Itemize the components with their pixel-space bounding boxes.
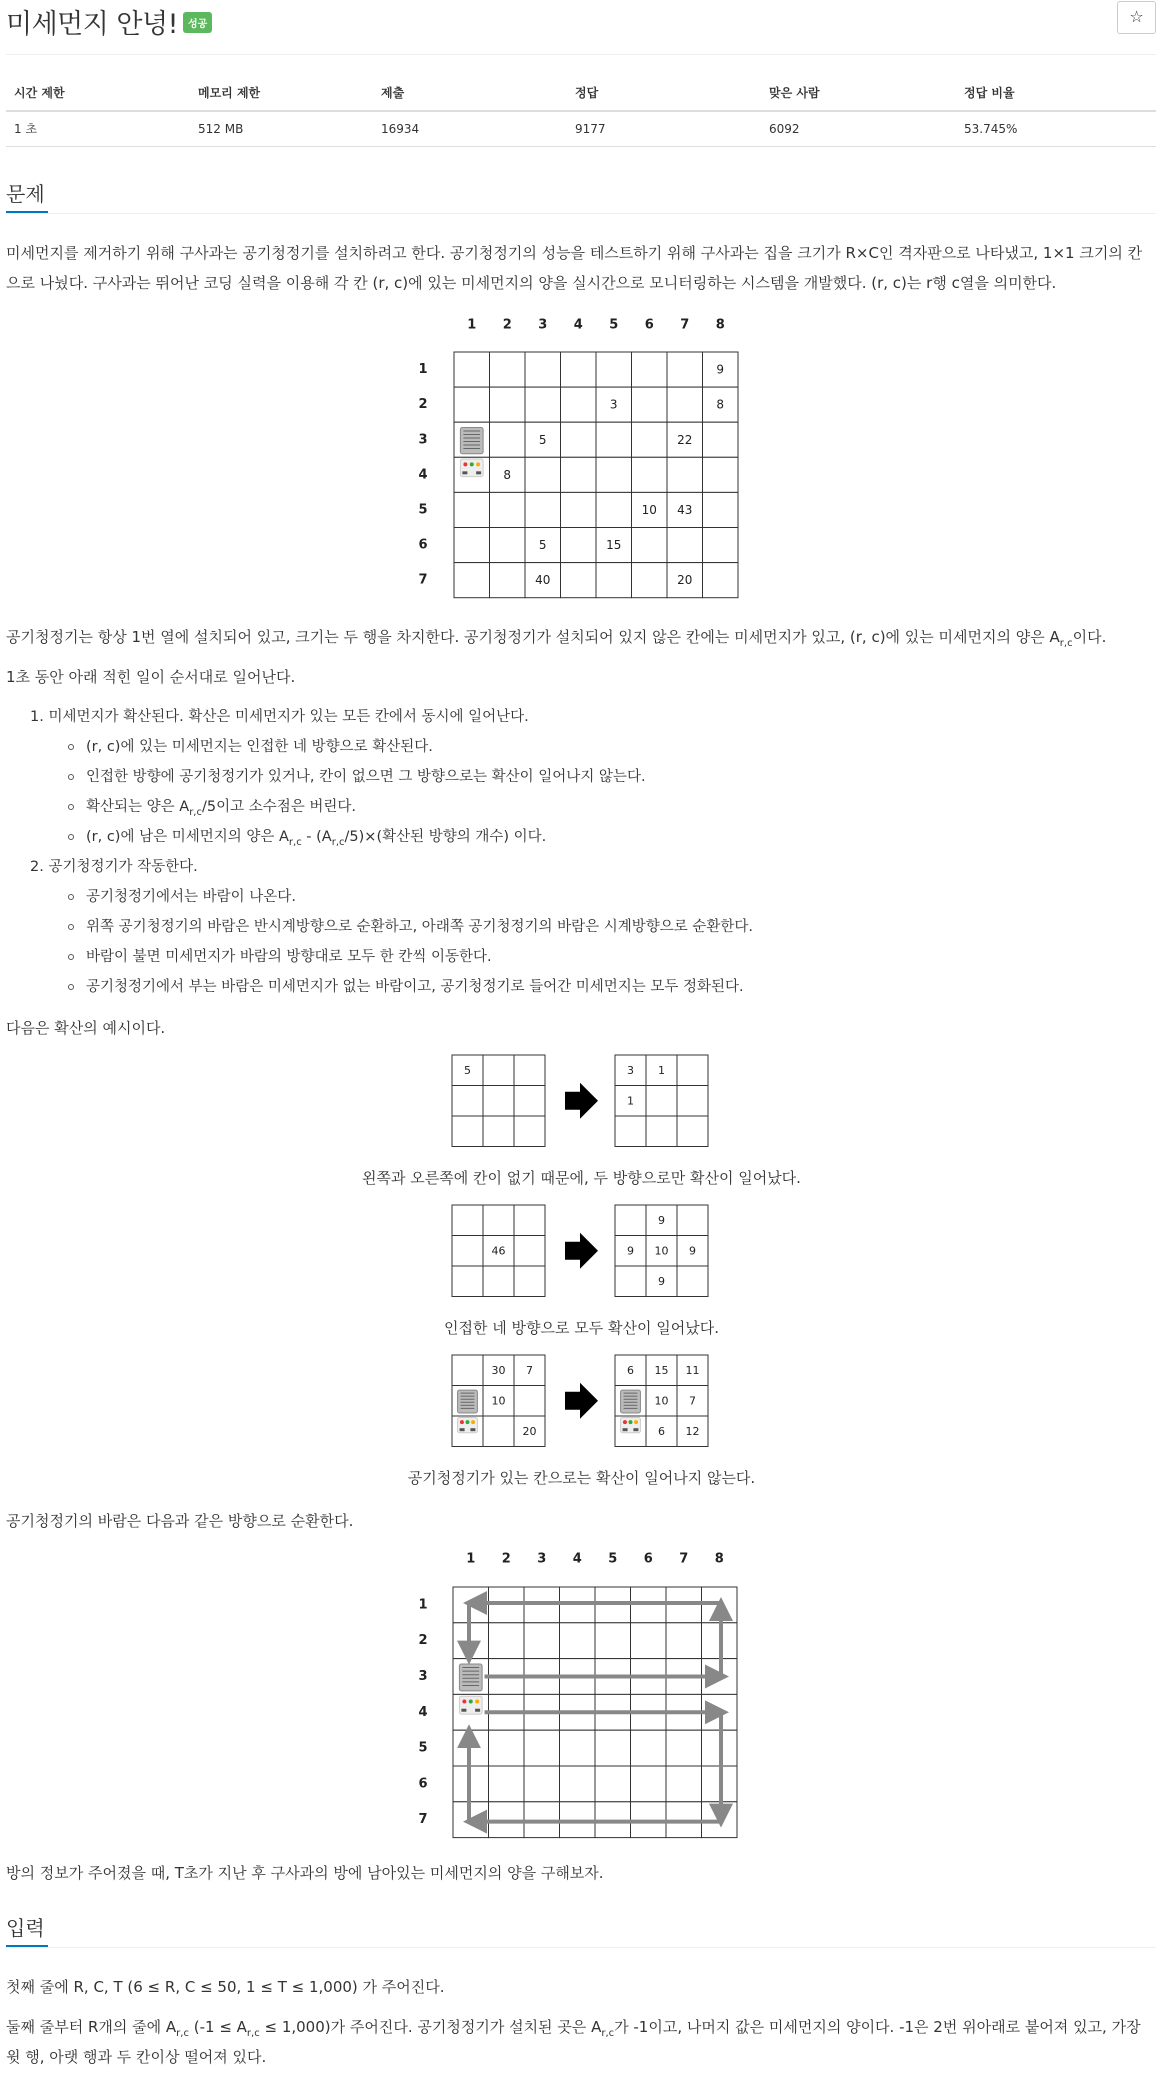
grid-cell <box>666 1623 702 1659</box>
grid-cell <box>561 492 597 527</box>
grid-cell <box>703 457 739 492</box>
grid-cell <box>666 1766 702 1802</box>
col-label: 8 <box>715 317 725 333</box>
bullet-icon <box>68 894 74 900</box>
right-arrow-icon <box>565 1383 598 1419</box>
row-label: 3 <box>418 432 428 448</box>
mini-grid-cell <box>452 1236 483 1267</box>
input-sub: r,c <box>176 2028 189 2039</box>
grid-cell <box>631 1623 667 1659</box>
grid-cell <box>595 1766 631 1802</box>
example-caption-3: 공기청정기가 있는 칸으로는 확산이 일어나지 않는다. <box>407 1469 756 1487</box>
grid-cell <box>490 422 526 457</box>
mini-grid-cell <box>514 1205 545 1236</box>
grid-cell <box>703 528 739 563</box>
mini-grid-cell <box>483 1055 514 1086</box>
col-label: 7 <box>679 1551 689 1567</box>
grid-cell <box>490 352 526 387</box>
cell-value: 9 <box>627 1244 634 1258</box>
cell-value: 40 <box>535 573 551 588</box>
mini-grid-cell <box>483 1086 514 1117</box>
grid-cell <box>596 492 632 527</box>
diffusion-examples-figure <box>0 1050 1163 1470</box>
grid-cell <box>454 352 490 387</box>
step1-item-d <box>86 827 546 853</box>
grid-cell <box>667 387 703 422</box>
grid-cell <box>489 1623 525 1659</box>
row-label: 5 <box>418 502 428 518</box>
bullet-icon <box>68 804 74 810</box>
step1-item-a: (r, c)에 있는 미세먼지는 인접한 네 방향으로 확산된다. <box>86 739 433 755</box>
cell-value: 5 <box>538 538 547 553</box>
grid-cell <box>632 422 668 457</box>
mini-grid-cell <box>483 1266 514 1297</box>
cell-value: 30 <box>491 1363 506 1377</box>
grid-cell <box>561 387 597 422</box>
circulation-intro: 공기청정기의 바람은 다음과 같은 방향으로 순환한다. <box>6 1512 354 1530</box>
star-icon: ☆ <box>1129 7 1144 26</box>
grid-cell <box>524 1623 560 1659</box>
item-d-sub2: r,c <box>331 836 345 848</box>
th-memory-limit: 메모리 제한 <box>190 75 373 111</box>
input-sub: r,c <box>246 2028 260 2039</box>
air-purifier-icon <box>458 1390 478 1433</box>
grid-cell <box>454 492 490 527</box>
cell-value: 46 <box>491 1244 506 1258</box>
cell-value: 9 <box>716 362 725 377</box>
th-submissions: 제출 <box>373 75 567 111</box>
grid-cell <box>525 457 561 492</box>
air-purifier-icon <box>621 1390 641 1433</box>
page-title: 미세먼지 안녕! <box>6 9 178 40</box>
td-ratio: 53.745% <box>956 111 1156 146</box>
mini-grid-cell <box>483 1116 514 1147</box>
cell-value: 8 <box>503 467 512 482</box>
mini-grid-cell <box>615 1116 646 1147</box>
row-label: 1 <box>418 362 428 378</box>
example-caption-2: 인접한 네 방향으로 모두 확산이 일어났다. <box>444 1319 719 1337</box>
mini-grid-cell <box>514 1086 545 1117</box>
bullet-icon <box>68 954 74 960</box>
input-sub: r,c <box>601 2028 615 2039</box>
col-label: 2 <box>501 1551 511 1567</box>
cell-value: 9 <box>658 1213 665 1227</box>
after-grid-pre: 공기청정기는 항상 1번 열에 설치되어 있고, 크기는 두 행을 차지한다. 공기청정기가 설치되어 있지 않은 칸에는 미세먼지가 있고, (r, c)에 있는 미세먼지의 양은 A <box>6 628 1060 646</box>
indicator-light <box>475 1700 479 1704</box>
row-label: 6 <box>418 537 428 553</box>
input-line2-mid2: ≤ 1,000)가 주어진다. 공기청정기가 설치된 곳은 A <box>259 2018 602 2036</box>
mini-grid-cell <box>452 1116 483 1147</box>
dust-grid-figure <box>0 310 1163 600</box>
problem-section-title: 문제 <box>6 182 45 206</box>
grid-cell <box>454 563 490 598</box>
indicator-light <box>634 1420 638 1424</box>
table-header-row <box>6 75 1156 111</box>
input-line2-mid: (-1 ≤ A <box>188 2018 247 2036</box>
td-memory-limit: 512 MB <box>190 111 373 146</box>
col-label: 2 <box>502 317 512 333</box>
step1-item-b: 인접한 방향에 공기청정기가 있거나, 칸이 없으면 그 방향으로는 확산이 일어나지 않는다. <box>86 769 646 785</box>
cell-value: 3 <box>627 1063 634 1077</box>
cell-value: 20 <box>522 1424 537 1438</box>
col-label: 8 <box>714 1551 724 1567</box>
bullet-icon <box>68 984 74 990</box>
step-1: 1. 미세먼지가 확산된다. 확산은 미세먼지가 있는 모든 칸에서 동시에 일어난다. <box>30 709 529 725</box>
cell-value: 9 <box>689 1244 696 1258</box>
grid-cell <box>632 387 668 422</box>
td-accepted: 9177 <box>567 111 761 146</box>
item-c-post: /5이고 소수점은 버린다. <box>201 799 356 815</box>
item-d-sub: r,c <box>288 836 302 848</box>
grid-cell <box>595 1623 631 1659</box>
question-text: 방의 정보가 주어졌을 때, T초가 지난 후 구사과의 방에 남아있는 미세먼지의 양을 구해보자. <box>6 1864 604 1882</box>
mini-grid-cell <box>677 1116 708 1147</box>
item-d-pre: (r, c)에 남은 미세먼지의 양은 A <box>86 829 289 845</box>
circulation-figure <box>0 1545 1163 1845</box>
td-solved-users: 6092 <box>761 111 956 146</box>
row-label: 3 <box>418 1669 428 1684</box>
grid-cell <box>524 1766 560 1802</box>
grid-cell <box>596 422 632 457</box>
cell-value: 15 <box>606 538 622 553</box>
indicator-light <box>462 1700 466 1704</box>
input-line2-pre: 둘째 줄부터 R개의 줄에 A <box>6 2018 177 2036</box>
grid-cell <box>632 352 668 387</box>
input-line3: 윗 행, 아랫 행과 두 칸이상 떨어져 있다. <box>6 2048 267 2066</box>
col-label: 4 <box>573 317 583 333</box>
cell-value: 10 <box>654 1244 669 1258</box>
cell-value: 5 <box>464 1063 471 1077</box>
indicator-light <box>469 1700 473 1704</box>
grid-cell <box>667 457 703 492</box>
problem-info-table <box>6 75 1156 147</box>
row-label: 1 <box>418 1597 428 1613</box>
mini-grid-cell <box>677 1086 708 1117</box>
mini-grid-cell <box>615 1266 646 1297</box>
col-label: 5 <box>608 1551 618 1567</box>
grid-cell <box>490 492 526 527</box>
indicator-light <box>471 1420 475 1424</box>
cell-value: 10 <box>654 1394 669 1408</box>
item-c-sub: r,c <box>189 806 202 818</box>
item-c-pre: 확산되는 양은 A <box>86 799 190 815</box>
row-label: 6 <box>418 1776 428 1792</box>
grid-cell <box>667 528 703 563</box>
indicator-light <box>466 1420 470 1424</box>
input-line1: 첫째 줄에 R, C, T (6 ≤ R, C ≤ 50, 1 ≤ T ≤ 1,000) 가 주어진다. <box>6 1978 445 1996</box>
one-second-text: 1초 동안 아래 적힌 일이 순서대로 일어난다. <box>6 668 296 686</box>
section-divider <box>6 1947 1156 1948</box>
purifier-foot <box>462 471 467 474</box>
problem-intro-line2: 으로 나눴다. 구사과는 뛰어난 코딩 실력을 이용해 각 칸 (r, c)에 있는 미세먼지의 양을 실시간으로 모니터링하는 시스템을 개발했다. (r, c)는 r행 c열을 의미한다. <box>6 274 1057 292</box>
row-label: 2 <box>418 1633 428 1649</box>
example-intro: 다음은 확산의 예시이다. <box>6 1019 166 1037</box>
grid-cell <box>703 492 739 527</box>
mini-grid-cell <box>677 1055 708 1086</box>
th-accepted: 정답 <box>567 75 761 111</box>
cell-value: 8 <box>716 397 725 412</box>
indicator-light <box>629 1420 633 1424</box>
air-purifier-icon <box>459 1664 482 1714</box>
step2-item: 바람이 불면 미세먼지가 바람의 방향대로 모두 한 칸씩 이동한다. <box>86 949 492 965</box>
after-grid-text <box>6 622 1156 659</box>
cell-value: 11 <box>685 1363 700 1377</box>
step-2: 2. 공기청정기가 작동한다. <box>30 859 198 875</box>
grid-cell <box>490 528 526 563</box>
bullet-icon <box>68 744 74 750</box>
step2-item: 공기청정기에서 부는 바람은 미세먼지가 없는 바람이고, 공기청정기로 들어간 미세먼지는 모두 정화된다. <box>86 979 744 995</box>
section-divider <box>6 213 1156 214</box>
mini-grid-cell <box>514 1266 545 1297</box>
cell-value: 1 <box>658 1063 665 1077</box>
row-label: 2 <box>418 397 428 413</box>
grid-cell <box>596 563 632 598</box>
grid-cell <box>561 563 597 598</box>
grid-cell <box>596 457 632 492</box>
mini-grid-cell <box>452 1266 483 1297</box>
grid-cell <box>561 528 597 563</box>
bullet-icon <box>68 924 74 930</box>
cell-value: 10 <box>641 502 657 517</box>
bullet-icon <box>68 834 74 840</box>
cell-value: 9 <box>658 1274 665 1288</box>
th-solved-users: 맞은 사람 <box>761 75 956 111</box>
mini-grid-cell <box>483 1205 514 1236</box>
step1-item-c <box>86 797 356 823</box>
input-section-title: 입력 <box>6 1916 45 1940</box>
col-label: 3 <box>538 317 548 333</box>
purifier-foot <box>476 471 481 474</box>
col-label: 3 <box>537 1551 547 1567</box>
td-time-limit: 1 초 <box>6 111 190 146</box>
grid-cell <box>489 1766 525 1802</box>
grid-cell <box>632 528 668 563</box>
grid-cell <box>454 387 490 422</box>
grid-cell <box>631 1766 667 1802</box>
input-line2-post: 가 -1이고, 나머지 값은 미세먼지의 양이다. -1은 2번 위아래로 붙어져 있고, 가장 <box>614 2018 1141 2036</box>
cell-value: 15 <box>654 1363 669 1377</box>
th-ratio: 정답 비율 <box>956 75 1156 111</box>
col-label: 5 <box>609 317 619 333</box>
col-label: 6 <box>643 1551 653 1567</box>
grid-cell <box>490 387 526 422</box>
mini-grid-cell <box>646 1116 677 1147</box>
grid-cell <box>490 563 526 598</box>
row-label: 4 <box>418 1704 428 1720</box>
th-time-limit: 시간 제한 <box>6 75 190 111</box>
grid-cell <box>560 1766 596 1802</box>
grid-cell <box>561 422 597 457</box>
mini-grid-cell <box>514 1236 545 1267</box>
grid-cell <box>525 492 561 527</box>
grid-cell <box>525 352 561 387</box>
col-label: 1 <box>467 317 477 333</box>
grid-cell <box>525 387 561 422</box>
air-purifier-icon <box>460 427 483 476</box>
indicator-light <box>460 1420 464 1424</box>
col-label: 4 <box>572 1551 582 1567</box>
purifier-foot <box>623 1428 628 1431</box>
cell-value: 6 <box>627 1363 634 1377</box>
status-badge: 성공 <box>183 12 212 33</box>
grid-cell <box>561 457 597 492</box>
grid-cell <box>632 563 668 598</box>
cell-value: 20 <box>677 573 693 588</box>
cell-value: 6 <box>658 1424 665 1438</box>
mini-grid-cell <box>677 1205 708 1236</box>
grid-cell <box>667 352 703 387</box>
cell-value: 7 <box>526 1363 533 1377</box>
cell-value: 3 <box>609 397 618 412</box>
row-label: 7 <box>418 572 428 588</box>
purifier-foot <box>475 1709 480 1712</box>
mini-grid-cell <box>514 1386 545 1417</box>
step2-item: 공기청정기에서는 바람이 나온다. <box>86 889 296 905</box>
mini-grid-cell <box>646 1086 677 1117</box>
right-arrow-icon <box>565 1233 598 1269</box>
cell-value: 10 <box>491 1394 506 1408</box>
col-label: 7 <box>680 317 690 333</box>
indicator-light <box>463 462 467 466</box>
after-grid-sub: r,c <box>1059 638 1073 649</box>
mini-grid-cell <box>514 1116 545 1147</box>
grid-cell <box>561 352 597 387</box>
cell-value: 7 <box>689 1394 696 1408</box>
indicator-light <box>470 462 474 466</box>
bullet-icon <box>68 774 74 780</box>
grid-cell <box>560 1730 596 1766</box>
grid-cell <box>560 1623 596 1659</box>
divider <box>6 54 1156 55</box>
grid-cell <box>632 457 668 492</box>
purifier-foot <box>460 1428 465 1431</box>
mini-grid-cell <box>677 1266 708 1297</box>
indicator-light <box>476 462 480 466</box>
mini-grid-cell <box>483 1416 514 1447</box>
purifier-foot <box>461 1709 466 1712</box>
grid-cell <box>703 563 739 598</box>
grid-cell <box>489 1730 525 1766</box>
col-label: 1 <box>466 1551 476 1567</box>
row-label: 7 <box>418 1812 428 1828</box>
cell-value: 5 <box>538 432 547 447</box>
mini-grid-cell <box>615 1205 646 1236</box>
cell-value: 22 <box>677 432 693 447</box>
star-button[interactable] <box>1117 1 1156 34</box>
row-label: 5 <box>418 1740 428 1756</box>
item-d-mid: - (A <box>301 829 332 845</box>
mini-grid-cell <box>452 1205 483 1236</box>
mini-grid-cell <box>452 1086 483 1117</box>
table-row <box>6 111 1156 146</box>
cell-value: 43 <box>677 502 693 517</box>
cell-value: 12 <box>685 1424 700 1438</box>
example-caption-1: 왼쪽과 오른쪽에 칸이 없기 때문에, 두 방향으로만 확산이 일어났다. <box>362 1169 801 1187</box>
td-submissions: 16934 <box>373 111 567 146</box>
grid-cell <box>454 528 490 563</box>
row-label: 4 <box>418 467 428 483</box>
col-label: 6 <box>644 317 654 333</box>
mini-grid-cell <box>514 1055 545 1086</box>
right-arrow-icon <box>565 1083 598 1119</box>
grid-cell <box>596 352 632 387</box>
grid-cell <box>595 1730 631 1766</box>
purifier-foot <box>633 1428 638 1431</box>
after-grid-post: 이다. <box>1072 628 1107 646</box>
grid-cell <box>666 1730 702 1766</box>
step2-item: 위쪽 공기청정기의 바람은 반시계방향으로 순환하고, 아래쪽 공기청정기의 바람은 시계방향으로 순환한다. <box>86 919 754 935</box>
item-d-post: /5)×(확산된 방향의 개수) 이다. <box>344 829 547 845</box>
purifier-foot <box>470 1428 475 1431</box>
problem-intro-line1: 미세먼지를 제거하기 위해 구사과는 공기청정기를 설치하려고 한다. 공기청정기의 성능을 테스트하기 위해 구사과는 집을 크기가 R×C인 격자판으로 나타냈고, 1×1 크기의 칸 <box>6 244 1143 262</box>
indicator-light <box>623 1420 627 1424</box>
grid-cell <box>524 1730 560 1766</box>
grid-cell <box>631 1730 667 1766</box>
grid-cell <box>703 422 739 457</box>
cell-value: 1 <box>627 1094 634 1108</box>
mini-grid-cell <box>452 1355 483 1386</box>
